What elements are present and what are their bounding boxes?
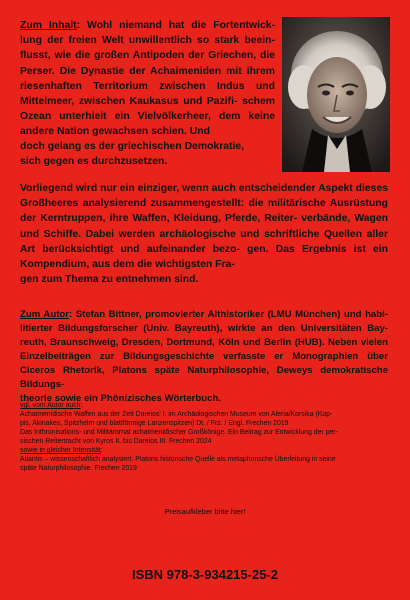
inhalt-line: sich gegen es durchzusetzen. (20, 156, 168, 168)
price-sticker-note: Preisaufkleber bitte hier! (164, 507, 246, 516)
autor-line: Einzelbeiträgen zur Bildungsgeschichte verfasste er Monographien über Ciceros (20, 351, 388, 376)
inhalt-line: doch gelang es der griechischen Demokratie, (20, 141, 245, 152)
aspekt-line: gen. Das Ergebnis ist ein Kompendium, aus dem die wichtigsten Fra- (20, 243, 389, 271)
inhalt-label: Zum Inhalt (20, 20, 77, 31)
aspekt-paragraph (20, 181, 388, 287)
vgl-line: späte Naturphilosophie. Frechen 2019 (20, 465, 137, 472)
autor-line: litierter Bildungsforscher (Univ. Bayreuth), wirkte an den Universitäten Bay- (20, 323, 388, 334)
inhalt-line: schem Ozean unterhielt ein Vielvölkerheer, dem (20, 96, 275, 123)
aspekt-line: Vorliegend wird nur ein einziger, wenn auch entscheidender Aspekt (20, 183, 353, 194)
isbn-number: ISBN 978-3-934215-25-2 (132, 567, 278, 582)
inhalt-line: die Perser. Die Dynastie der Achaimeniden mit (20, 50, 275, 77)
author-portrait-image (282, 17, 390, 172)
aspekt-line: dieses Großheeres analysierend zusammengestellt: die militärische (20, 183, 388, 210)
vgl-label-suffix: : (80, 402, 83, 409)
autor-line: theorie sowie ein Phönizisches Wörterbuch. (20, 393, 221, 404)
vgl-line: Achaimenidische Waffen aus der Zeit Dareios' I. im Archäologischen Museum von Aleria/Korsika (Kop- (20, 411, 333, 418)
vgl-label-2: sowie in gleicher Intensität (20, 447, 101, 454)
autor-label: Zum Autor (20, 309, 70, 320)
vgl-line: Atlantis – wissenschaftlich analysiert. Platons historische Quelle als metaphorische Überleitung in seine (20, 456, 336, 463)
aspekt-line: verbände, Wagen und Schiffe. Dabei werden archäologische und (20, 213, 388, 240)
inhalt-line: flusst, wie die großen Antipoden der Griechen, (20, 50, 257, 62)
vgl-line: Das Inthronisations- und Militärornat achaimenidischer Großkönige. Ein Beitrag zur Entwicklung der per- (20, 429, 338, 436)
aspekt-line: Ausrüstung der Kerntruppen, ihre Waffen, Kleidung, Pferde, Reiter- (20, 198, 388, 225)
inhalt-line: : Wohl niemand hat die Fortentwick- (76, 20, 275, 31)
autor-line: Rhetorik, Platons späte Naturphilosophie, Deweys demokratische Bildungs- (20, 365, 388, 390)
autor-line: reuth, Braunschweig, Dresden, Dortmund, Köln und Berlin (HUB). Neben vielen (20, 337, 388, 348)
inhalt-line: lung der freien Welt unwillentlich so stark beein- (20, 35, 275, 47)
vgl-line: sischen Reitertracht von Kyros II. bis Dareios III. Frechen 2024 (20, 438, 212, 445)
vgl-line: pis, Akinakes, Spitzhelm und blattförmige Lanzenspitzen) Dt. / Frz. / Engl. Frechen 2019 (20, 420, 289, 427)
author-portrait (282, 17, 390, 172)
inhalt-line: keine andere Nation gewachsen schien. Und (20, 111, 275, 138)
aspekt-line: schriftliche Quellen aller Art berücksichtigt und aufeinander bezo- (20, 228, 388, 255)
inhalt-line: ihrem riesenhaften Territorium zwischen Indus (20, 65, 275, 92)
autor-paragraph (20, 308, 388, 406)
vgl-label: vgl. vom Autor auch (20, 402, 81, 409)
inhalt-text (20, 18, 275, 140)
vgl-label-2-suffix: : (100, 447, 103, 454)
inhalt-line: und Mittelmeer, zwischen Kaukasus und Pazifi- (20, 80, 275, 108)
aspekt-line: gen zum Thema zu entnehmen sind. (20, 274, 199, 286)
autor-line: : Stefan Bittner, promovierter Althistoriker (LMU München) und habi- (69, 309, 388, 320)
